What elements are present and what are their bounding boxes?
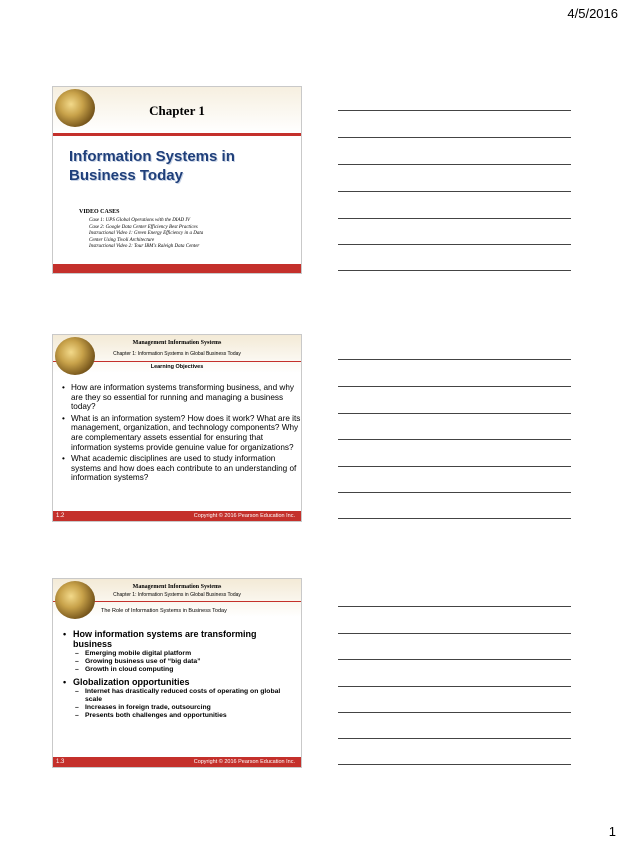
video-case: Instructional Video 1: Green Energy Efficiency in a Data [89,231,204,236]
list-item: – Presents both challenges and opportunities [85,712,295,720]
course-title: Management Information Systems [132,340,222,346]
note-line [338,110,571,111]
note-line [338,191,571,192]
chapter-subtitle: Chapter 1: Information Systems in Global Business Today [113,592,241,598]
title-line-1: Information Systems in [69,148,235,165]
objectives-list [61,383,302,485]
book-logo-icon [55,337,95,375]
video-case: Case 1: UPS Global Operations with the DIAD IV [89,218,191,223]
sub-list [63,688,295,720]
chapter-subtitle: Chapter 1: Information Systems in Global Business Today [113,351,241,357]
video-case: Case 2: Google Data Center Efficiency Best Practices [89,224,198,230]
note-line [338,738,571,739]
note-line [338,244,571,245]
sub-list [63,650,295,674]
slide-1 [52,86,302,274]
slide-2 [52,334,302,522]
slide-footer-bar [53,757,301,767]
list-item: – Emerging mobile digital platform [85,650,295,658]
copyright: Copyright © 2016 Pearson Education Inc. [193,513,295,519]
note-line [338,439,571,440]
note-line [338,137,571,138]
red-divider [53,133,301,136]
video-cases-list [89,218,269,251]
list-item: • What is an information system? How does it work? What are its management, organization, and technology components? Why are complementary assets essential for ensuring that information systems provide genuine value for organizations? [71,414,302,452]
print-date: 4/5/2016 [567,6,618,21]
note-line [338,518,571,519]
video-cases-heading: VIDEO CASES [79,209,120,215]
slide-content [63,629,295,723]
page-number: 1 [608,824,616,839]
list-item: – Growth in cloud computing [85,666,295,674]
title-line-2: Business Today [69,167,183,184]
note-line [338,164,571,165]
slide-number: 1.3 [56,759,65,765]
list-item: • How are information systems transforming business, and why are they so essential for running and managing a business today? [71,383,302,412]
bullet-transforming: • How information systems are transforming business [63,629,295,649]
list-item: – Internet has drastically reduced costs of operating on global scale [85,688,295,704]
note-line [338,764,571,765]
note-line [338,492,571,493]
slide-main-title [69,147,235,185]
note-line [338,633,571,634]
copyright: Copyright © 2016 Pearson Education Inc. [193,759,295,765]
bullet-globalization: • Globalization opportunities [63,677,295,687]
note-line [338,686,571,687]
list-item: – Increases in foreign trade, outsourcing [85,704,295,712]
slide-footer-bar [53,511,301,521]
note-line [338,413,571,414]
note-line [338,606,571,607]
note-line [338,386,571,387]
slide-subtitle: Learning Objectives [150,364,204,370]
slide-3 [52,578,302,768]
book-logo-icon [55,581,95,619]
course-title: Management Information Systems [132,584,222,590]
note-line [338,659,571,660]
note-line [338,218,571,219]
list-item: – Growing business use of “big data” [85,658,295,666]
slide-number: 1.2 [56,513,65,519]
chapter-heading: Chapter 1 [149,103,205,118]
slide-footer-bar [53,264,301,273]
note-line [338,359,571,360]
note-line [338,466,571,467]
slide-subtitle: The Role of Information Systems in Business Today [101,608,227,614]
video-case: Center Using Tivoli Architecture [89,237,155,243]
list-item: • What academic disciplines are used to study information systems and how does each contribute to an understanding of information systems? [71,454,302,483]
note-line [338,270,571,271]
video-case: Instructional Video 2: Tour IBM's Raleigh Data Center [89,244,200,249]
note-line [338,712,571,713]
